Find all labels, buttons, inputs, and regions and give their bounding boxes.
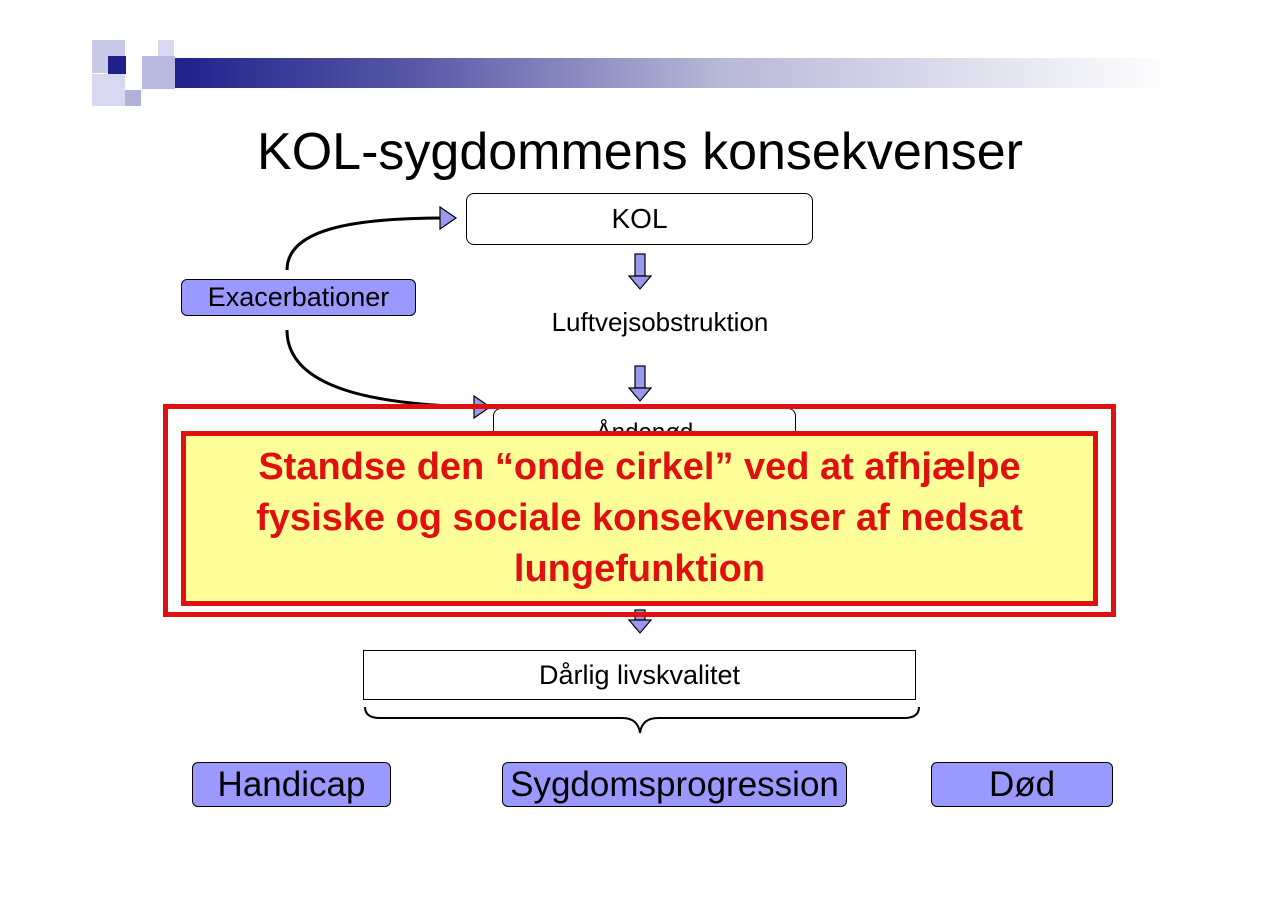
down-arrow-icon [629,254,651,289]
kol-label: KOL [611,203,668,234]
slide-title: KOL-sygdommens konsekvenser [257,123,1023,181]
outcome-dod [931,762,1113,807]
outcome-label: Død [988,764,1056,804]
darlig-livskvalitet-label: Dårlig livskvalitet [538,659,741,690]
kol-box [466,193,813,245]
outcome-handicap [192,762,391,807]
exacerbationer-box [181,279,416,316]
darlig-livskvalitet-box [363,650,916,700]
outcome-label: Sygdomsprogression [510,764,839,804]
outcome-label: Handicap [217,764,366,804]
outcome-sygdomsprogression [502,762,847,807]
down-arrow-icon [629,366,651,401]
callout-box [181,431,1098,606]
callout-text: Standse den “onde cirkel” ved at afhjælpe fysiske og sociale konsekvenser af nedsat lungefunktion [256,446,1023,590]
exacerbationer-label: Exacerbationer [207,282,390,312]
luftvejsobstruktion-label: Luftvejsobstruktion [551,307,769,337]
curly-brace [365,707,919,733]
curved-arrow-to-andenod [287,330,478,407]
curved-arrow-to-kol [287,218,445,270]
arrowhead-icon [440,207,456,229]
